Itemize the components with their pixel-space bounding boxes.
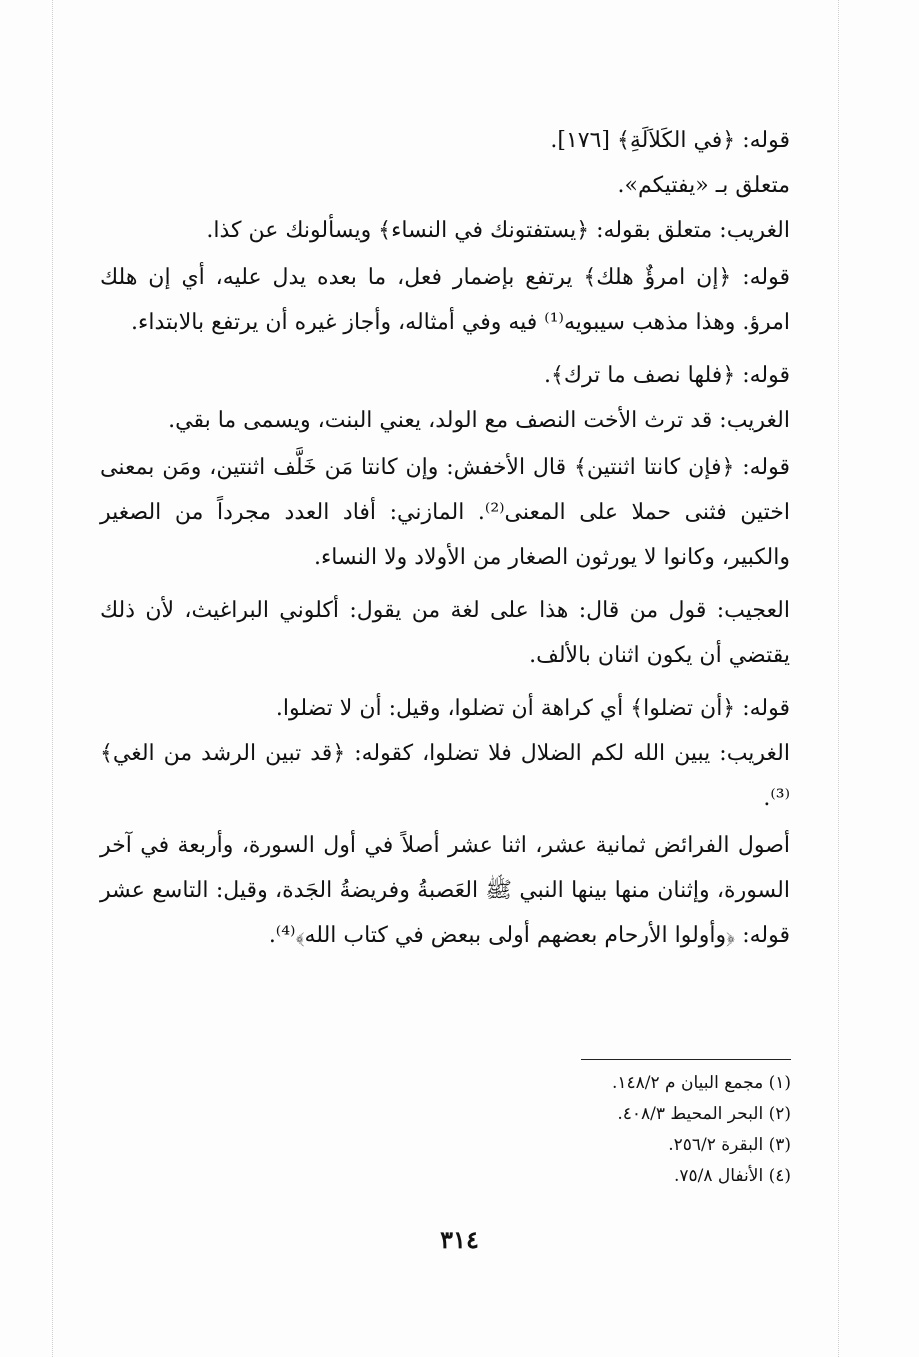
text-line: الغريب: قد ترث الأخت النصف مع الولد، يعني البنت، ويسمى ما بقي. [168,408,790,433]
text-line: قوله: ﴿فإن كانتا اثنتين﴾ قال الأخفش: وإن كانتا مَن خَلَّف اثنتين، ومَن بمعنى اختين فثنى حملا على المعنى⁽²⁾. المازني: أفاد العدد مجرداً من الصغير والكبير، وكانوا لا يورثون الصغار من الأولاد ولا النساء. [100,455,791,570]
text-line: العجيب: قول من قال: هذا على لغة من يقول: أكلوني البراغيث، لأن ذلك يقتضي أن يكون اثنان بالألف. [100,598,790,668]
paragraph [100,823,790,958]
text-line: أصول الفرائض ثمانية عشر، اثنا عشر أصلاً في أول السورة، وأربعة في آخر السورة، وإثنان منها بينها النبي ﷺ العَصبةُ وفريضةُ الجَدة، وقيل: التاسع عشر قوله: ﴿وأولوا الأرحام بعضهم أولى ببعض في كتاب الله﴾⁽⁴⁾. [100,833,790,948]
paragraph [100,255,790,345]
text-line: الغريب: متعلق بقوله: ﴿يستفتونك في النساء﴾ ويسألونك عن كذا. [206,218,790,243]
footnote: (١) مجمع البيان م ١٤٨/٢. [611,1073,791,1093]
text-line: قوله: ﴿في الكَلاَلَةِ﴾ [١٧٦]. [550,128,790,153]
text-line: قوله: ﴿فلها نصف ما ترك﴾. [543,363,790,388]
scan-artifact-line [838,0,839,1357]
text-line: الغريب: يبين الله لكم الضلال فلا تضلوا، كقوله: ﴿قد تبين الرشد من الغي﴾⁽³⁾. [100,741,790,811]
paragraph [100,445,790,580]
footnote-separator [581,1059,791,1060]
main-text [100,118,790,966]
footnote: (٤) الأنفال ٧٥/٨. [673,1166,791,1186]
paragraph [100,353,790,443]
footnote: (٢) البحر المحيط ٤٠٨/٣. [617,1104,791,1124]
scan-artifact-line [52,0,53,1357]
paragraph [100,588,790,678]
footnote: (٣) البقرة ٢٥٦/٢. [668,1135,791,1155]
text-line: متعلق بـ «يفتيكم». [617,173,790,198]
footnotes [391,1068,791,1192]
text-line: قوله: ﴿أن تضلوا﴾ أي كراهة أن تضلوا، وقيل: أن لا تضلوا. [275,696,790,721]
text-line: قوله: ﴿إن امرؤٌ هلك﴾ يرتفع بإضمار فعل، ما بعده يدل عليه، أي إن هلك امرؤ. وهذا مذهب سيبويه⁽¹⁾ فيه وفي أمثاله، وأجاز غيره أن يرتفع بالابتداء. [100,265,790,335]
page-number: ٣١٤ [440,1225,479,1254]
paragraph [100,118,790,253]
paragraph [100,686,790,821]
